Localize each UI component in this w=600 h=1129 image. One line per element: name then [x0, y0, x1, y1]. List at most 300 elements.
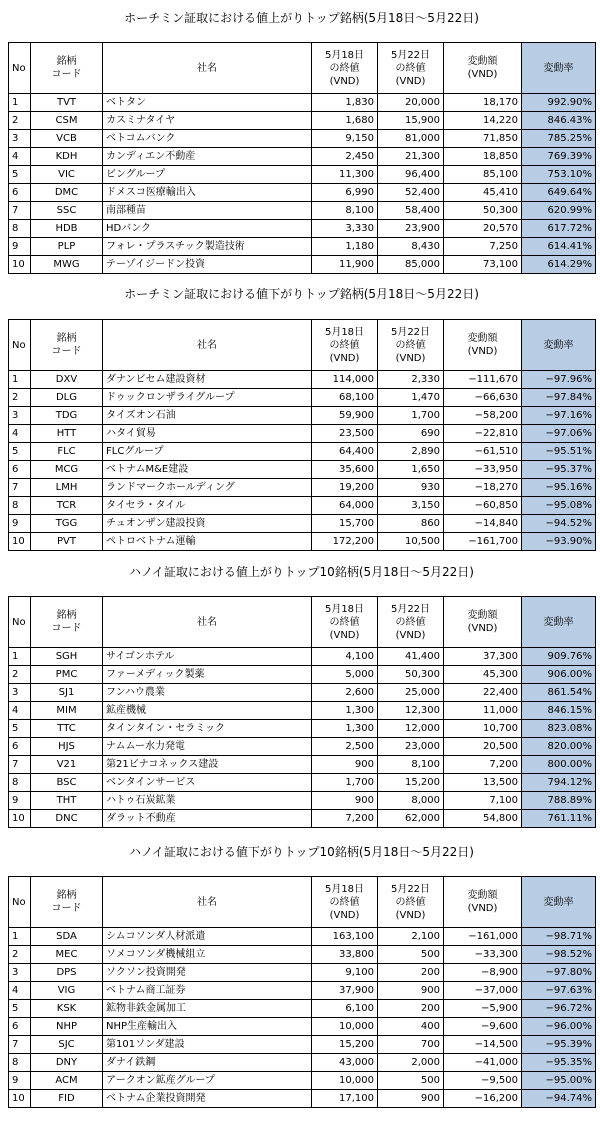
cell-pct: −95.35% [522, 1054, 596, 1072]
cell-code: LMH [31, 479, 103, 497]
table-row [9, 425, 596, 443]
cell-close-start: 172,200 [312, 533, 378, 551]
cell-close-end: 15,200 [378, 774, 444, 792]
cell-close-start: 64,000 [312, 497, 378, 515]
cell-name: カスミナタイヤ [103, 112, 312, 130]
table-row [9, 148, 596, 166]
cell-code: DNC [31, 810, 103, 828]
header-change-line: (VND) [467, 623, 498, 634]
cell-close-end: 900 [378, 1090, 444, 1108]
cell-close-start: 3,330 [312, 220, 378, 238]
cell-close-start: 1,300 [312, 702, 378, 720]
header-change-line: 変動額 [467, 333, 498, 344]
header-name [103, 43, 312, 94]
header-code [31, 43, 103, 94]
cell-no: 6 [9, 461, 31, 479]
table-row [9, 684, 596, 702]
header-change [444, 43, 522, 94]
cell-name: 鉱産機械 [103, 702, 312, 720]
header-close-end-line: 5月22日 [390, 883, 431, 895]
header-code-line: コード [51, 346, 82, 357]
header-code-line: 銘柄 [56, 890, 77, 901]
header-name-line: 社名 [197, 62, 217, 74]
header-change-line: (VND) [467, 346, 498, 357]
cell-pct: 794.12% [522, 774, 596, 792]
header-row [9, 320, 596, 371]
cell-name: ベトナム商工証券 [103, 982, 312, 1000]
cell-name: ベトナムM&E建設 [103, 461, 312, 479]
stock-table [8, 876, 596, 1108]
cell-close-start: 900 [312, 756, 378, 774]
cell-no: 2 [9, 666, 31, 684]
cell-pct: 846.43% [522, 112, 596, 130]
cell-change: 11,000 [444, 702, 522, 720]
table-row [9, 774, 596, 792]
cell-pct: 614.29% [522, 256, 596, 274]
header-code-line: 銘柄 [56, 610, 77, 621]
cell-no: 1 [9, 371, 31, 389]
cell-code: DPS [31, 964, 103, 982]
cell-name: ベトコムバンク [103, 130, 312, 148]
cell-no: 8 [9, 220, 31, 238]
cell-close-end: 12,300 [378, 702, 444, 720]
cell-close-end: 23,000 [378, 738, 444, 756]
cell-change: 37,300 [444, 648, 522, 666]
cell-name: ドゥックロンザライグループ [103, 389, 312, 407]
cell-no: 5 [9, 1000, 31, 1018]
cell-no: 9 [9, 1072, 31, 1090]
header-close-end [378, 43, 444, 94]
table-row [9, 982, 596, 1000]
cell-change: 14,220 [444, 112, 522, 130]
stock-table [8, 596, 596, 828]
header-close-end-line: (VND) [395, 352, 426, 364]
cell-code: DNY [31, 1054, 103, 1072]
cell-close-end: 23,900 [378, 220, 444, 238]
cell-code: PLP [31, 238, 103, 256]
cell-close-start: 1,300 [312, 720, 378, 738]
header-no-line: No [12, 339, 26, 351]
cell-name: テーゾイジードン投資 [103, 256, 312, 274]
cell-pct: 753.10% [522, 166, 596, 184]
header-close-start-line: (VND) [329, 629, 360, 641]
cell-close-end: 690 [378, 425, 444, 443]
cell-change: −9,500 [444, 1072, 522, 1090]
cell-close-start: 15,700 [312, 515, 378, 533]
cell-name: ソクソン投資開発 [103, 964, 312, 982]
cell-name: ダナイ鉄鋼 [103, 1054, 312, 1072]
cell-close-start: 2,500 [312, 738, 378, 756]
cell-name: フンハウ農業 [103, 684, 312, 702]
cell-code: HJS [31, 738, 103, 756]
cell-close-end: 3,150 [378, 497, 444, 515]
cell-close-start: 43,000 [312, 1054, 378, 1072]
header-row [9, 597, 596, 648]
cell-code: V21 [31, 756, 103, 774]
header-no [9, 597, 31, 648]
cell-close-start: 11,300 [312, 166, 378, 184]
cell-pct: 823.08% [522, 720, 596, 738]
cell-close-start: 2,450 [312, 148, 378, 166]
cell-close-end: 500 [378, 946, 444, 964]
cell-close-end: 85,000 [378, 256, 444, 274]
header-no [9, 320, 31, 371]
header-change [444, 877, 522, 928]
cell-close-start: 37,900 [312, 982, 378, 1000]
cell-code: SJ1 [31, 684, 103, 702]
cell-pct: 788.89% [522, 792, 596, 810]
header-code-line: コード [51, 623, 82, 634]
cell-no: 3 [9, 130, 31, 148]
cell-pct: −98.71% [522, 928, 596, 946]
cell-change: −14,840 [444, 515, 522, 533]
cell-close-end: 10,500 [378, 533, 444, 551]
cell-change: 20,570 [444, 220, 522, 238]
cell-code: THT [31, 792, 103, 810]
cell-no: 9 [9, 792, 31, 810]
cell-pct: −94.52% [522, 515, 596, 533]
cell-change: 22,400 [444, 684, 522, 702]
cell-change: 85,100 [444, 166, 522, 184]
cell-name: サイゴンホテル [103, 648, 312, 666]
table-row [9, 389, 596, 407]
cell-code: SDA [31, 928, 103, 946]
header-no-line: No [12, 896, 26, 908]
cell-name: カンディエン不動産 [103, 148, 312, 166]
cell-change: −33,300 [444, 946, 522, 964]
header-close-start-line: (VND) [329, 909, 360, 921]
header-close-start-line: の終値 [329, 616, 360, 628]
header-name-line: 社名 [197, 339, 217, 351]
cell-change: 45,300 [444, 666, 522, 684]
header-close-start [312, 320, 378, 371]
table-row [9, 256, 596, 274]
cell-change: 7,100 [444, 792, 522, 810]
cell-close-end: 15,900 [378, 112, 444, 130]
cell-pct: −95.08% [522, 497, 596, 515]
cell-close-start: 64,400 [312, 443, 378, 461]
cell-close-start: 10,000 [312, 1072, 378, 1090]
cell-no: 3 [9, 964, 31, 982]
cell-change: 71,850 [444, 130, 522, 148]
cell-no: 8 [9, 774, 31, 792]
table-row [9, 702, 596, 720]
cell-close-end: 8,100 [378, 756, 444, 774]
header-code-line: 銘柄 [56, 333, 77, 344]
cell-name: 南部種苗 [103, 202, 312, 220]
table-row [9, 738, 596, 756]
stock-table [8, 42, 596, 274]
cell-code: NHP [31, 1018, 103, 1036]
header-change-line: (VND) [467, 903, 498, 914]
cell-pct: 761.11% [522, 810, 596, 828]
header-pct [522, 320, 596, 371]
cell-code: MEC [31, 946, 103, 964]
cell-close-start: 6,990 [312, 184, 378, 202]
table-row [9, 1054, 596, 1072]
cell-code: SGH [31, 648, 103, 666]
header-close-start-line: 5月18日 [324, 326, 365, 338]
cell-no: 1 [9, 648, 31, 666]
cell-close-end: 81,000 [378, 130, 444, 148]
header-change-line: 変動額 [467, 56, 498, 67]
header-close-start-line: (VND) [329, 75, 360, 87]
cell-close-end: 2,330 [378, 371, 444, 389]
table-row [9, 810, 596, 828]
cell-close-start: 1,680 [312, 112, 378, 130]
cell-name: ペトロベトナム運輸 [103, 533, 312, 551]
cell-change: 7,250 [444, 238, 522, 256]
cell-close-end: 20,000 [378, 94, 444, 112]
cell-name: ダナンビセム建設資材 [103, 371, 312, 389]
cell-no: 7 [9, 479, 31, 497]
cell-pct: 909.76% [522, 648, 596, 666]
cell-name: ダラット不動産 [103, 810, 312, 828]
cell-name: ビングループ [103, 166, 312, 184]
cell-pct: −95.37% [522, 461, 596, 479]
cell-close-start: 7,200 [312, 810, 378, 828]
header-change-line: 変動額 [467, 890, 498, 901]
table-row [9, 184, 596, 202]
cell-code: TVT [31, 94, 103, 112]
cell-close-start: 1,180 [312, 238, 378, 256]
cell-change: −33,950 [444, 461, 522, 479]
header-close-start [312, 877, 378, 928]
table-row [9, 515, 596, 533]
cell-name: フォレ・プラスチック製造技術 [103, 238, 312, 256]
header-close-end-line: 5月22日 [390, 603, 431, 615]
cell-close-end: 1,700 [378, 407, 444, 425]
cell-close-start: 163,100 [312, 928, 378, 946]
cell-close-start: 19,200 [312, 479, 378, 497]
header-close-end-line: (VND) [395, 629, 426, 641]
cell-close-end: 2,100 [378, 928, 444, 946]
cell-code: DMC [31, 184, 103, 202]
cell-change: −37,000 [444, 982, 522, 1000]
cell-name: 第101ソンダ建設 [103, 1036, 312, 1054]
cell-pct: −97.63% [522, 982, 596, 1000]
cell-code: HDB [31, 220, 103, 238]
cell-no: 7 [9, 756, 31, 774]
cell-no: 10 [9, 256, 31, 274]
cell-code: MCG [31, 461, 103, 479]
cell-pct: 785.25% [522, 130, 596, 148]
header-pct [522, 877, 596, 928]
table-row [9, 946, 596, 964]
cell-no: 4 [9, 702, 31, 720]
cell-code: VCB [31, 130, 103, 148]
cell-close-end: 1,470 [378, 389, 444, 407]
cell-pct: 820.00% [522, 738, 596, 756]
table-row [9, 238, 596, 256]
cell-change: −161,000 [444, 928, 522, 946]
cell-pct: −97.06% [522, 425, 596, 443]
cell-no: 7 [9, 1036, 31, 1054]
cell-name: タインタイン・セラミック [103, 720, 312, 738]
table-row [9, 130, 596, 148]
cell-pct: −97.96% [522, 371, 596, 389]
header-name-line: 社名 [197, 616, 217, 628]
cell-close-start: 68,100 [312, 389, 378, 407]
header-change [444, 320, 522, 371]
table-title: ハノイ証取における値下がりトップ10銘柄(5月18日～5月22日) [128, 845, 474, 859]
cell-change: 18,850 [444, 148, 522, 166]
cell-no: 4 [9, 148, 31, 166]
header-close-start-line: の終値 [329, 62, 360, 74]
table-row [9, 461, 596, 479]
cell-no: 5 [9, 720, 31, 738]
cell-name: 第21ビナコネックス建設 [103, 756, 312, 774]
cell-code: MIM [31, 702, 103, 720]
cell-name: ファーメディック製薬 [103, 666, 312, 684]
cell-pct: −94.74% [522, 1090, 596, 1108]
header-no [9, 877, 31, 928]
cell-code: PVT [31, 533, 103, 551]
cell-no: 2 [9, 946, 31, 964]
cell-close-end: 8,000 [378, 792, 444, 810]
table-row [9, 1000, 596, 1018]
cell-code: TDG [31, 407, 103, 425]
cell-close-start: 59,900 [312, 407, 378, 425]
header-change-line: 変動額 [467, 610, 498, 621]
table-row [9, 166, 596, 184]
cell-close-start: 5,000 [312, 666, 378, 684]
cell-close-start: 1,830 [312, 94, 378, 112]
cell-change: 54,800 [444, 810, 522, 828]
cell-no: 1 [9, 928, 31, 946]
cell-code: VIG [31, 982, 103, 1000]
cell-no: 9 [9, 515, 31, 533]
table-title: ホーチミン証取における値上がりトップ銘柄(5月18日～5月22日) [124, 11, 479, 25]
cell-close-start: 33,800 [312, 946, 378, 964]
cell-close-start: 11,900 [312, 256, 378, 274]
header-change-line: (VND) [467, 69, 498, 80]
table-row [9, 1072, 596, 1090]
table-row [9, 928, 596, 946]
table-row [9, 792, 596, 810]
table-row [9, 648, 596, 666]
table-row [9, 666, 596, 684]
header-name [103, 597, 312, 648]
cell-pct: 861.54% [522, 684, 596, 702]
table-row [9, 479, 596, 497]
cell-change: −18,270 [444, 479, 522, 497]
cell-close-start: 9,100 [312, 964, 378, 982]
cell-close-end: 1,650 [378, 461, 444, 479]
cell-close-end: 200 [378, 964, 444, 982]
cell-code: DLG [31, 389, 103, 407]
cell-code: KDH [31, 148, 103, 166]
header-close-start-line: 5月18日 [324, 883, 365, 895]
header-name [103, 877, 312, 928]
header-close-end-line: の終値 [395, 339, 426, 351]
cell-no: 1 [9, 94, 31, 112]
cell-change: −161,700 [444, 533, 522, 551]
cell-change: 18,170 [444, 94, 522, 112]
cell-pct: −97.84% [522, 389, 596, 407]
cell-name: ベトタン [103, 94, 312, 112]
cell-name: 鉱物非鉄金属加工 [103, 1000, 312, 1018]
cell-close-end: 58,400 [378, 202, 444, 220]
cell-code: FLC [31, 443, 103, 461]
cell-close-end: 500 [378, 1072, 444, 1090]
header-name-line: 社名 [197, 896, 217, 908]
cell-name: タイズオン石油 [103, 407, 312, 425]
cell-no: 10 [9, 533, 31, 551]
cell-name: NHP生産輸出入 [103, 1018, 312, 1036]
cell-pct: 992.90% [522, 94, 596, 112]
cell-name: チュオンザン建設投資 [103, 515, 312, 533]
header-code [31, 597, 103, 648]
cell-name: ナムムー水力発電 [103, 738, 312, 756]
cell-pct: −95.16% [522, 479, 596, 497]
cell-code: BSC [31, 774, 103, 792]
header-row [9, 877, 596, 928]
cell-pct: 769.39% [522, 148, 596, 166]
cell-close-end: 200 [378, 1000, 444, 1018]
cell-no: 5 [9, 166, 31, 184]
cell-code: PMC [31, 666, 103, 684]
cell-pct: −95.00% [522, 1072, 596, 1090]
table-row [9, 1090, 596, 1108]
cell-name: HDバンク [103, 220, 312, 238]
cell-pct: −95.39% [522, 1036, 596, 1054]
cell-close-start: 35,600 [312, 461, 378, 479]
cell-close-end: 12,000 [378, 720, 444, 738]
table-title: ホーチミン証取における値下がりトップ銘柄(5月18日～5月22日) [124, 287, 479, 301]
cell-close-end: 400 [378, 1018, 444, 1036]
cell-code: TGG [31, 515, 103, 533]
header-code [31, 877, 103, 928]
cell-pct: −97.16% [522, 407, 596, 425]
cell-change: −41,000 [444, 1054, 522, 1072]
cell-code: CSM [31, 112, 103, 130]
table-row [9, 533, 596, 551]
cell-pct: 846.15% [522, 702, 596, 720]
cell-change: −61,510 [444, 443, 522, 461]
header-close-end-line: (VND) [395, 75, 426, 87]
cell-no: 4 [9, 425, 31, 443]
table-title: ハノイ証取における値上がりトップ10銘柄(5月18日～5月22日) [128, 565, 474, 579]
cell-no: 7 [9, 202, 31, 220]
header-change [444, 597, 522, 648]
header-no-line: No [12, 62, 26, 74]
header-pct-line: 変動率 [543, 62, 574, 74]
cell-no: 6 [9, 1018, 31, 1036]
cell-close-start: 900 [312, 792, 378, 810]
cell-pct: 649.64% [522, 184, 596, 202]
cell-no: 2 [9, 389, 31, 407]
header-close-start [312, 43, 378, 94]
cell-close-start: 8,100 [312, 202, 378, 220]
cell-pct: 620.99% [522, 202, 596, 220]
cell-no: 6 [9, 738, 31, 756]
cell-close-end: 2,000 [378, 1054, 444, 1072]
table-row [9, 220, 596, 238]
cell-close-end: 860 [378, 515, 444, 533]
cell-no: 9 [9, 238, 31, 256]
cell-pct: 617.72% [522, 220, 596, 238]
header-pct [522, 43, 596, 94]
header-close-start-line: 5月18日 [324, 49, 365, 61]
header-close-end [378, 320, 444, 371]
cell-pct: 800.00% [522, 756, 596, 774]
cell-no: 2 [9, 112, 31, 130]
cell-pct: −95.51% [522, 443, 596, 461]
cell-close-start: 9,150 [312, 130, 378, 148]
cell-code: KSK [31, 1000, 103, 1018]
stock-table [8, 319, 596, 551]
